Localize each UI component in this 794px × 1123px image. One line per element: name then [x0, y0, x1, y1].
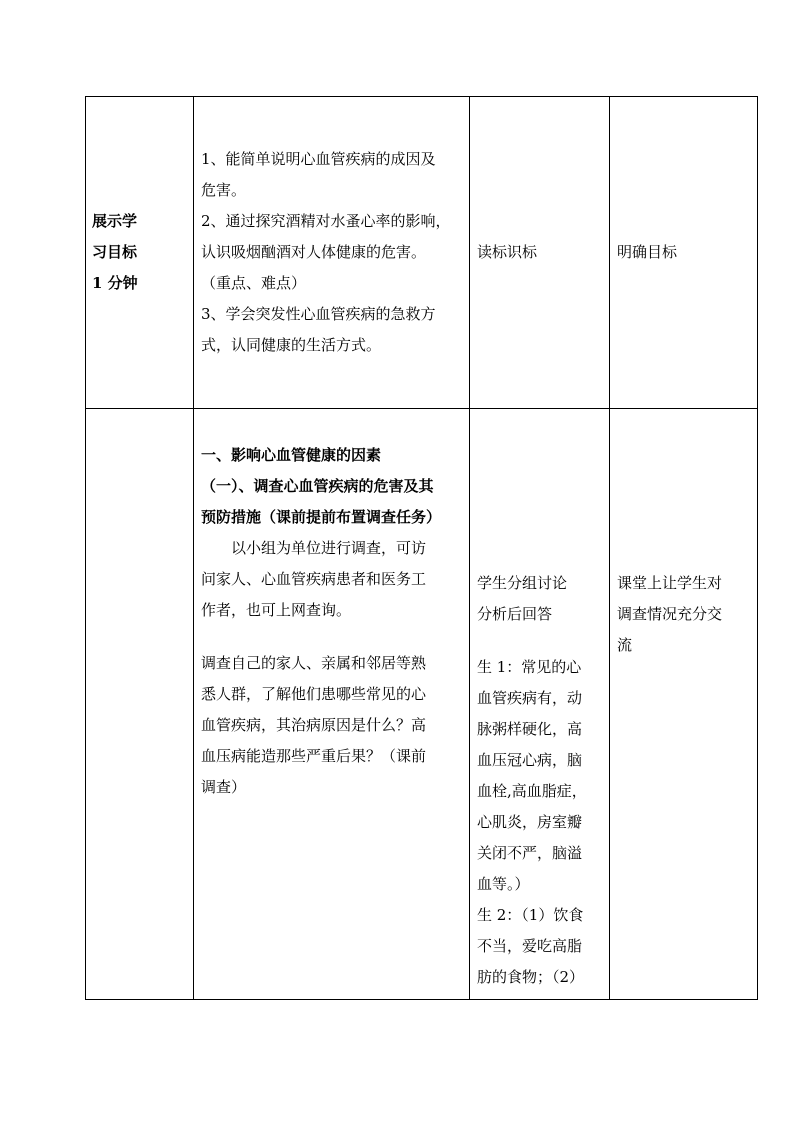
design-intent-text: 明确目标 — [617, 243, 678, 261]
intent-line: 课堂上让学生对 — [617, 574, 723, 592]
student-line: 不当，爱吃高脂 — [477, 937, 583, 955]
objective-line: 2、通过探究酒精对水蚤心率的影响， — [201, 212, 451, 230]
student-line: 生 2：（1）饮食 — [477, 906, 584, 924]
student-line: 肪的食物；（2） — [477, 968, 585, 986]
content-line: 作者，也可上网查询。 — [201, 601, 352, 619]
content-line: 问家人、心血管疾病患者和医务工 — [201, 570, 427, 588]
content-cell — [194, 409, 470, 1000]
paragraph-gap — [201, 626, 462, 648]
student-line: 分析后回答 — [477, 605, 553, 623]
paragraph-gap — [477, 630, 602, 652]
design-intent-cell — [610, 409, 758, 1000]
student-line: 心肌炎，房室瓣 — [477, 813, 583, 831]
student-line: 学生分组讨论 — [477, 574, 568, 592]
student-line: 血栓,高血脂症， — [477, 782, 587, 800]
student-activity-cell — [470, 97, 610, 409]
table-row — [86, 97, 758, 409]
objective-line: 1、能简单说明心血管疾病的成因及 — [201, 150, 436, 168]
subsection-heading: （一）、调查心血管疾病的危害及其 — [201, 477, 434, 495]
stage-line: 习目标 — [92, 243, 138, 261]
student-activity-text: 读标识标 — [477, 243, 538, 261]
stage-cell — [86, 97, 194, 409]
student-line: 血等。） — [477, 875, 530, 893]
objectives-cell — [194, 97, 470, 409]
content-line: 调查） — [201, 778, 247, 796]
content-line: 悉人群，了解他们患哪些常见的心 — [201, 685, 427, 703]
objective-line: （重点、难点） — [201, 274, 307, 292]
content-line: 以小组为单位进行调查，可访 — [231, 539, 427, 557]
stage-line: 展示学 — [92, 212, 138, 230]
student-line: 血压冠心病，脑 — [477, 751, 583, 769]
subsection-heading: 预防措施（课前提前布置调查任务） — [201, 508, 442, 526]
objective-line: 认识吸烟酗酒对人体健康的危害。 — [201, 243, 427, 261]
objective-line: 3、学会突发性心血管疾病的急救方 — [201, 305, 436, 323]
objective-line: 式，认同健康的生活方式。 — [201, 336, 382, 354]
section-heading: 一、影响心血管健康的因素 — [201, 446, 382, 464]
content-line: 血管疾病，其治病原因是什么？高 — [201, 716, 427, 734]
objective-line: 危害。 — [201, 181, 247, 199]
table-row — [86, 409, 758, 1000]
content-line: 调查自己的家人、亲属和邻居等熟 — [201, 654, 427, 672]
student-line: 关闭不严，脑溢 — [477, 844, 583, 862]
intent-line: 流 — [617, 636, 633, 654]
stage-line: 1 分钟 — [92, 274, 138, 292]
intent-line: 调查情况充分交 — [617, 605, 723, 623]
stage-cell-empty — [86, 409, 194, 1000]
design-intent-cell — [610, 97, 758, 409]
lesson-plan-table — [85, 96, 758, 1000]
student-line: 脉粥样硬化，高 — [477, 720, 583, 738]
student-activity-cell — [470, 409, 610, 1000]
student-line: 血管疾病有，动 — [477, 689, 583, 707]
content-line: 血压病能造那些严重后果？（课前 — [201, 747, 427, 765]
student-line: 生 1：常见的心 — [477, 658, 582, 676]
